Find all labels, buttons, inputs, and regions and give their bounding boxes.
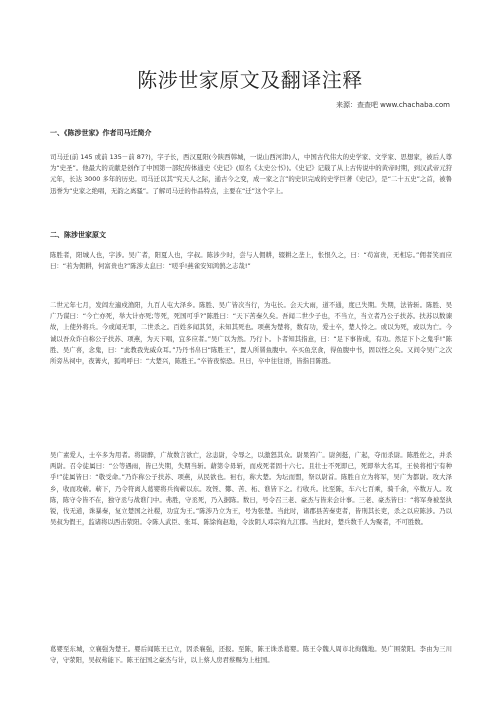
paragraph-original-4: 葛婴至东城，立襄强为楚王。婴后闻陈王已立，因杀襄强，还报。至陈，陈王诛杀葛婴。陈王令魏人周市北徇魏地。吴广围荥阳。李由为三川守，守荥阳，吴叔弗能下。陈王征国之豪杰与计，以上蔡人房君蔡赐为上柱国。 xyxy=(50,645,452,665)
section-heading-original: 二、陈涉世家原文 xyxy=(50,231,106,239)
page-title: 陈涉世家原文及翻译注释 xyxy=(137,68,363,92)
section-heading-author: 一、《陈涉世家》作者司马迁简介 xyxy=(50,129,152,137)
paragraph-original-3: 吴广素爱人，士卒多为用者。将尉醉，广故数言欲亡，忿恚尉，令辱之，以激怒其众。尉果笞广。尉剑挺，广起，夺而杀尉。陈胜佐之，并杀两尉。召令徒属曰：“公等遇雨，皆已失期，失期当斩。藉第令毋斩，而戍死者固十六七。且壮士不死即已，死即举大名耳，王侯将相宁有种乎!”徒属皆曰：“敬受命。”乃诈称公子扶苏、项燕，从民欲也。袒右，称大楚。为坛而盟，祭以尉首。陈胜自立为将军，吴广为都尉。攻大泽乡，收而攻蕲。蕲下，乃令符离人葛婴将兵徇蕲以东。攻铚、酂、苦、柘、谯皆下之。行收兵。比至陈，车六七百乘，骑千余，卒数万人。攻陈，陈守令皆不在，独守丞与战谯门中。弗胜，守丞死，乃入据陈。数日，号令召三老、豪杰与皆来会计事。三老、豪杰皆曰：“将军身被坚执锐，伐无道，诛暴秦，复立楚国之社稷，功宜为王。”陈涉乃立为王，号为张楚。当此时，诸郡县苦秦吏者，皆刑其长吏，杀之以应陈涉。乃以吴叔为假王，监诸将以西击荥阳。令陈人武臣、张耳、陈馀徇赵地，令汝阴人邓宗徇九江郡。当此时，楚兵数千人为聚者，不可胜数。 xyxy=(50,451,452,527)
paragraph-author-intro: 司马迁(前 145 或前 135－前 87?)，字子长，西汉夏阳(今陕西韩城，一说山西河津)人，中国古代伟大的史学家、文学家、思想家，被后人尊为“史圣”。他最大的贡献是创作了中国第一部纪传体通史《史记》(原名《太史公书》)。《史记》记载了从上古传说中的黄帝时期，到汉武帝元狩元年，长达 3000 多年的历史。司马迁以其“究天人之际，通古今之变，成一家之言”的史识完成的史学巨著《史记》，是“二十五史”之首，被鲁迅誉为“史家之绝唱，无韵之离骚”。了解司马迁的作品特点，主要在“迁”这个字上。 xyxy=(50,153,452,195)
paragraph-original-1: 陈胜者，阳城人也，字涉。吴广者，阳夏人也，字叔。陈涉少时，尝与人佣耕，辍耕之垄上，怅恨久之，曰：“苟富贵，无相忘。”佣者笑而应曰：“若为佣耕，何富贵也?”陈涉太息曰：“嗟乎!燕雀安知鸿鹄之志哉!” xyxy=(50,251,452,271)
paragraph-original-2: 二世元年七月，发闾左適戍渔阳，九百人屯大泽乡。陈胜、吴广皆次当行，为屯长。会天大雨，道不通，度已失期。失期，法皆斩。陈胜、吴广乃谋曰：“今亡亦死，举大计亦死;等死，死国可乎?”陈胜曰：“天下苦秦久矣。吾闻二世少子也，不当立，当立者乃公子扶苏。扶苏以数谏故，上使外将兵。今或闻无罪，二世杀之。百姓多闻其贤，未知其死也。项燕为楚将，数有功，爱士卒，楚人怜之。或以为死，或以为亡。今诚以吾众诈自称公子扶苏、项燕，为天下唱，宜多应者。”吴广以为然。乃行卜。卜者知其指意，曰：“足下事皆成，有功。然足下卜之鬼乎!”陈胜、吴广喜，念鬼，曰：“此教我先威众耳。”乃丹书帛曰“陈胜王”，置人所罾鱼腹中。卒买鱼烹食，得鱼腹中书，固以怪之矣。又间令吴广之次所旁丛祠中，夜篝火，狐鸣呼曰：“大楚兴，陈胜王。”卒皆夜惊恐。旦日，卒中往往语，皆指目陈胜。 xyxy=(50,301,452,366)
source-line: 来源：查查吧 www.chachaba.com xyxy=(335,101,450,109)
